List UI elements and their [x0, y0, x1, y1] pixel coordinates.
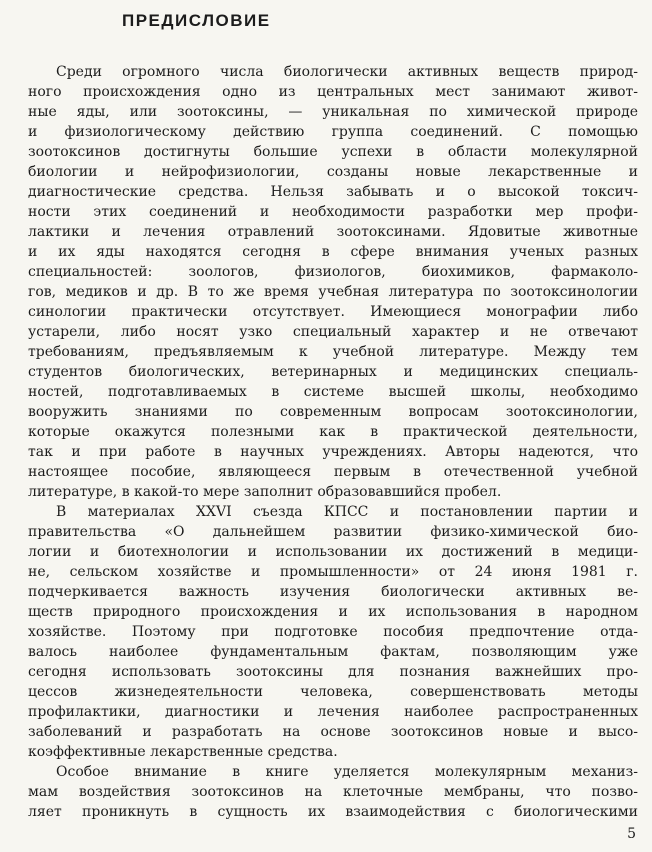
text-line: биологии и нейрофизиологии, созданы новые лекарственные и [28, 164, 638, 180]
body-text [28, 62, 638, 822]
text-line: специальностей: зоологов, физиологов, биохимиков, фармаколо- [28, 264, 638, 280]
text-line: ляет проникнуть в сущность их взаимодействия с биологическими [28, 804, 638, 820]
text-line: которые окажутся полезными как в практической деятельности, [28, 424, 638, 440]
text-line: логии и биотехнологии и использовании их достижений в медици- [28, 544, 638, 560]
paragraph-1 [28, 62, 638, 502]
text-line: ного происхождения одно из центральных мест занимают живот- [28, 84, 638, 100]
paragraph-2 [28, 502, 638, 762]
text-line: валось наиболее фундаментальным фактам, позволяющим уже [28, 644, 638, 660]
text-line: сегодня использовать зоотоксины для познания важнейших про- [28, 664, 638, 680]
text-line: цессов жизнедеятельности человека, совершенствовать методы [28, 684, 638, 700]
text-line: устарели, либо носят узко специальный характер и не отвечают [28, 324, 638, 340]
text-line: синологии практически отсутствует. Имеющиеся монографии либо [28, 304, 638, 320]
text-line: Особое внимание в книге уделяется молекулярным механиз- [56, 764, 638, 780]
text-line: так и при работе в научных учреждениях. Авторы надеются, что [28, 444, 638, 460]
paragraph-3 [28, 762, 638, 822]
text-line: зоотоксинов достигнуты большие успехи в области молекулярной [28, 144, 638, 160]
page-title: ПРЕДИСЛОВИЕ [122, 11, 271, 30]
page-number: 5 [627, 826, 636, 842]
text-line: В материалах XXVI съезда КПСС и постановлении партии и [56, 504, 638, 520]
text-line: гов, медиков и др. В то же время учебная литература по зоотоксинологии [28, 284, 638, 300]
text-line: ностей, подготавливаемых в системе высшей школы, необходимо [28, 384, 638, 400]
text-line: литературе, в какой-то мере заполнит образовавшийся пробел. [28, 484, 502, 500]
text-line: заболеваний и разработать на основе зоотоксинов новые и высо- [28, 724, 638, 740]
text-line: профилактики, диагностики и лечения наиболее распространенных [28, 704, 638, 720]
text-line: правительства «О дальнейшем развитии физико-химической био- [28, 524, 638, 540]
text-line: коэффективные лекарственные средства. [28, 744, 338, 760]
text-line: требованиям, предъявляемым к учебной литературе. Между тем [28, 344, 638, 360]
text-line: подчеркивается важность изучения биологически активных ве- [28, 584, 638, 600]
text-line: мам воздействия зоотоксинов на клеточные мембраны, что позво- [28, 784, 638, 800]
text-line: студентов биологических, ветеринарных и медицинских специаль- [28, 364, 638, 380]
text-line: не, сельском хозяйстве и промышленности» от 24 июня 1981 г. [28, 564, 638, 580]
text-line: вооружить знаниями по современным вопросам зоотоксинологии, [28, 404, 638, 420]
text-line: ные яды, или зоотоксины, — уникальная по химической природе [28, 104, 638, 120]
text-line: ности этих соединений и необходимости разработки мер профи- [28, 204, 638, 220]
text-line: Среди огромного числа биологически активных веществ природ- [56, 64, 638, 80]
text-line: лактики и лечения отравлений зоотоксинами. Ядовитые животные [28, 224, 638, 240]
text-line: и их яды находятся сегодня в сфере внимания ученых разных [28, 244, 638, 260]
text-line: настоящее пособие, являющееся первым в отечественной учебной [28, 464, 638, 480]
text-line: хозяйстве. Поэтому при подготовке пособия предпочтение отда- [28, 624, 638, 640]
text-line: диагностические средства. Нельзя забывать и о высокой токсич- [28, 184, 638, 200]
text-line: ществ природного происхождения и их использования в народном [28, 604, 638, 620]
text-line: и физиологическому действию группа соединений. С помощью [28, 124, 638, 140]
